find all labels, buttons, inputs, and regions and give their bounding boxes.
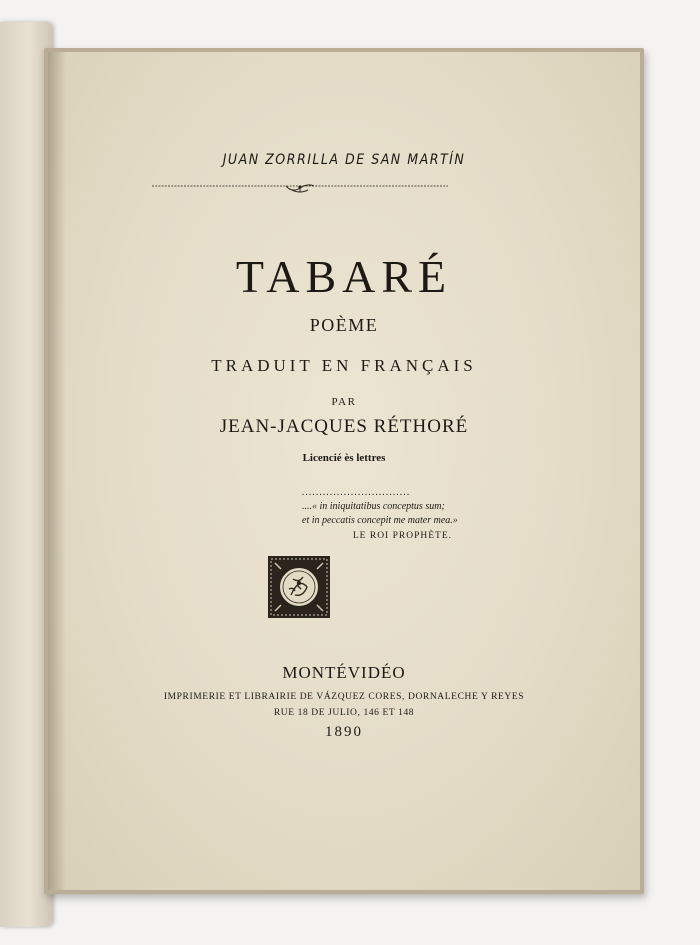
imprint-address: RUE 18 DE JULIO, 146 ET 148: [273, 708, 415, 718]
imprint-year: 1890: [325, 724, 363, 740]
book-subtitle: POÈME: [309, 315, 379, 335]
printers-ornament-icon: [267, 555, 331, 619]
translation-note: TRADUIT EN FRANÇAIS: [211, 356, 477, 375]
gutter-shadow: [48, 52, 66, 890]
imprint-printer: IMPRIMERIE ET LIBRAIRIE DE VÁZQUEZ CORES, DORNALECHE Y REYES: [163, 692, 525, 702]
book-title: TABARÉ: [235, 251, 453, 302]
by-label: PAR: [331, 396, 357, 408]
epigraph-leader: ...............................: [302, 487, 411, 498]
epigraph-line-1: ....« in iniquitatibus conceptus sum;: [302, 501, 445, 512]
epigraph-attribution: LE ROI PROPHÈTE.: [352, 531, 452, 541]
title-page: [48, 52, 640, 890]
epigraph-line-2: et in peccatis concepit me mater mea.»: [302, 515, 458, 526]
translator-name: JEAN-JACQUES RÉTHORÉ: [219, 416, 469, 437]
epigraph: [302, 486, 462, 543]
author-name: JUAN ZORRILLA DE SAN MARTÍN: [222, 152, 466, 168]
flourish-rule-icon: [152, 182, 448, 194]
imprint-city: MONTÉVIDÉO: [282, 663, 406, 682]
translator-credential: Licencié ès lettres: [302, 452, 386, 464]
